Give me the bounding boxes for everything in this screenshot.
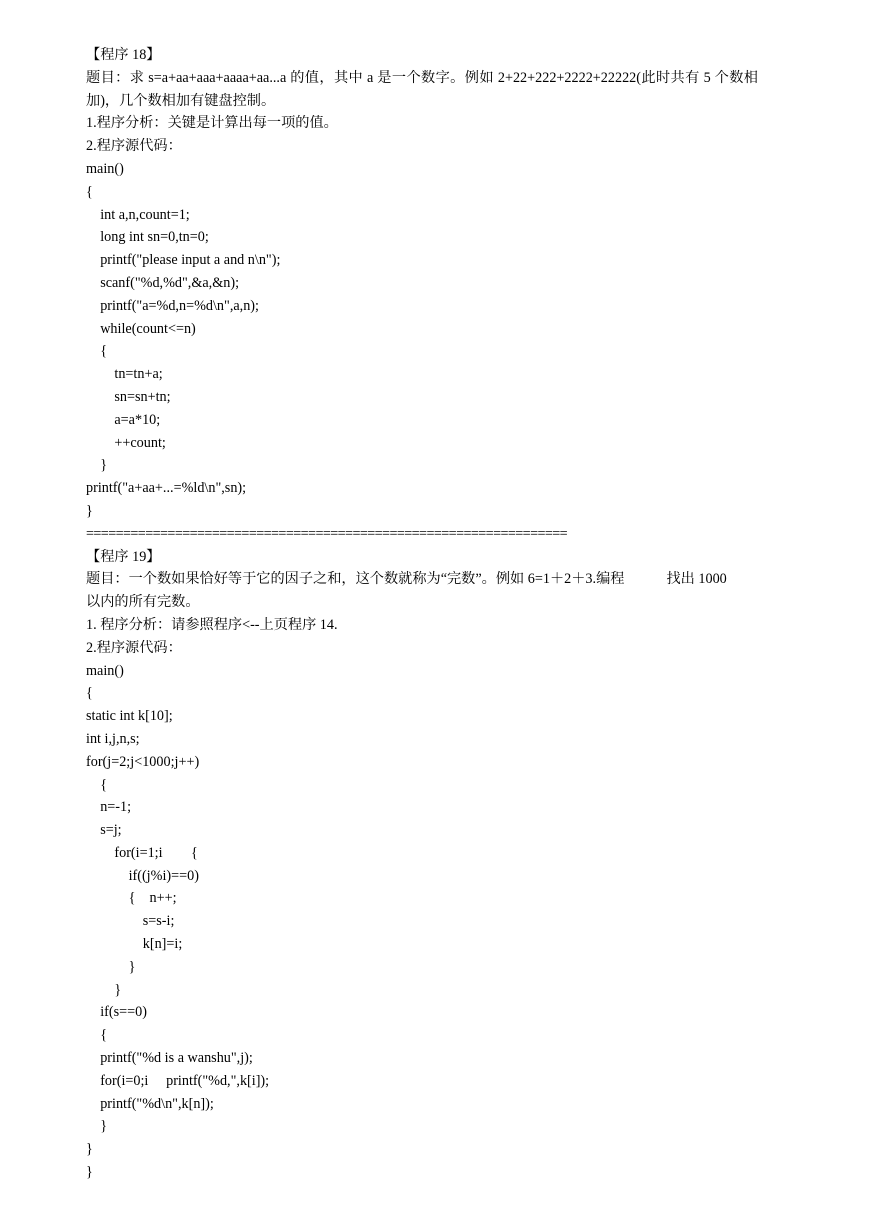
code-line: static int k[10]; (86, 708, 173, 725)
code-line: for(j=2;j<1000;j++) (86, 753, 200, 770)
code-line: { n++; (86, 890, 177, 907)
program-18-analysis: 1.程序分析：关键是计算出每一项的值。 (86, 115, 338, 132)
code-line: for(i=0;i printf("%d,",k[i]); (86, 1072, 270, 1089)
code-line: { (86, 343, 107, 360)
code-line: s=s-i; (86, 913, 175, 930)
code-line: k[n]=i; (86, 936, 183, 953)
code-line: } (86, 1141, 93, 1158)
code-line: { (86, 685, 93, 702)
code-line: a=a*10; (86, 411, 161, 428)
code-line: int i,j,n,s; (86, 730, 140, 747)
program-19-code-block (86, 660, 766, 1184)
code-line: printf("%d\n",k[n]); (86, 1095, 214, 1112)
program-19-problem-part-1: 题目：一个数如果恰好等于它的因子之和，这个数就称为“完数”。例如 6=1＋2＋3.编程 (86, 571, 625, 588)
code-line: tn=tn+a; (86, 366, 163, 383)
code-line: } (86, 502, 93, 519)
code-line: main() (86, 160, 124, 177)
program-18-problem: 题目：求 s=a+aa+aaa+aaaa+aa...a 的值，其中 a 是一个数字。例如 2+22+222+2222+22222(此时共有 5 个数相加)，几个数相加有键盘控制。 (86, 69, 758, 109)
program-19-problem-line-2: 以内的所有完数。 (86, 594, 200, 611)
program-18-source-label: 2.程序源代码： (86, 138, 182, 155)
code-line: main() (86, 662, 124, 679)
code-line: if(s==0) (86, 1004, 147, 1021)
code-line: printf("a+aa+...=%ld\n",sn); (86, 480, 247, 497)
code-line: { (86, 776, 107, 793)
code-line: int a,n,count=1; (86, 206, 190, 223)
document-page (86, 44, 766, 1184)
program-19-problem-part-2: 找出 1000 (666, 571, 727, 588)
code-line: sn=sn+tn; (86, 388, 171, 405)
code-line: } (86, 1118, 107, 1135)
code-line: } (86, 981, 122, 998)
code-line: if((j%i)==0) (86, 867, 199, 884)
code-line: scanf("%d,%d",&a,&n); (86, 274, 240, 291)
code-line: } (86, 958, 136, 975)
program-19-analysis: 1. 程序分析：请参照程序<--上页程序 14. (86, 616, 338, 633)
code-line: for(i=1;i { (86, 844, 198, 861)
code-line: ++count; (86, 434, 166, 451)
code-line: } (86, 457, 107, 474)
program-19-problem-line-1 (86, 568, 766, 591)
code-line: printf("a=%d,n=%d\n",a,n); (86, 297, 259, 314)
code-line: long int sn=0,tn=0; (86, 229, 209, 246)
code-line: n=-1; (86, 799, 132, 816)
code-line: { (86, 1027, 107, 1044)
separator-line: ================================================================= (86, 525, 568, 542)
program-19-source-label: 2.程序源代码： (86, 639, 182, 656)
code-line: printf("please input a and n\n"); (86, 252, 281, 269)
code-line: { (86, 183, 93, 200)
program-19-heading: 【程序 19】 (86, 548, 161, 565)
code-line: printf("%d is a wanshu",j); (86, 1050, 253, 1067)
code-line: while(count<=n) (86, 320, 196, 337)
code-line: } (86, 1164, 93, 1181)
program-18-code-block (86, 158, 766, 523)
program-18-heading: 【程序 18】 (86, 47, 161, 63)
code-line: s=j; (86, 822, 122, 839)
